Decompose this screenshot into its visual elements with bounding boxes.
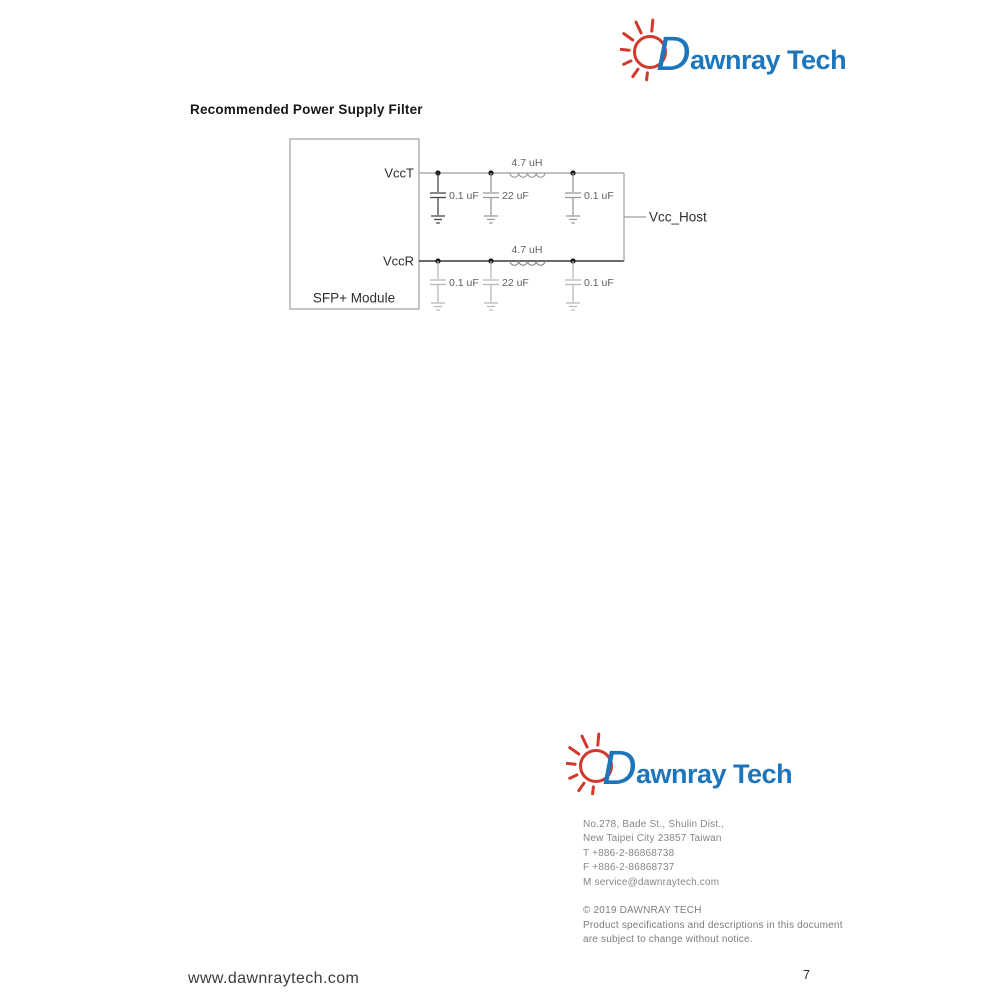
brand-name: awnray Tech bbox=[690, 45, 847, 75]
cap-value: 22 uF bbox=[502, 277, 529, 289]
inductor-value: 4.7 uH bbox=[511, 244, 543, 256]
brand-logo-bottom bbox=[566, 720, 796, 804]
pin-label-vccr: VccR bbox=[382, 253, 414, 269]
brand-logo-top bbox=[620, 6, 850, 90]
sfp-module-box bbox=[290, 139, 419, 309]
copyright-line: © 2019 DAWNRAY TECH bbox=[583, 905, 702, 916]
phone-line: T +886-2-86868738 bbox=[583, 847, 675, 859]
vccr-rail bbox=[419, 244, 624, 265]
vcct-rail bbox=[419, 157, 624, 177]
pin-label-vcct: VccT bbox=[384, 165, 414, 181]
address-line: New Taipei City 23857 Taiwan bbox=[583, 833, 722, 845]
brand-initial: D bbox=[656, 28, 691, 81]
capacitor-c3 bbox=[565, 173, 581, 223]
contact-address-block bbox=[583, 818, 853, 890]
capacitor-c2 bbox=[483, 173, 499, 223]
footer-website-url: www.dawnraytech.com bbox=[188, 970, 360, 987]
address-line: No.278, Bade St., Shulin Dist., bbox=[583, 819, 725, 830]
capacitor-c6 bbox=[565, 261, 581, 310]
fax-line: F +886-2-86868737 bbox=[583, 862, 675, 874]
legal-block bbox=[583, 904, 845, 947]
inductor-symbol bbox=[510, 173, 545, 177]
cap-value: 0.1 uF bbox=[584, 190, 614, 202]
inductor-value: 4.7 uH bbox=[511, 157, 543, 169]
cap-value: 0.1 uF bbox=[449, 277, 479, 289]
brand-name: awnray Tech bbox=[636, 759, 793, 789]
disclaimer-text: Product specifications and descriptions in this document are subject to change without notice. bbox=[583, 920, 843, 945]
cap-value: 22 uF bbox=[502, 190, 529, 202]
page-number: 7 bbox=[803, 968, 810, 982]
page-title: Recommended Power Supply Filter bbox=[190, 102, 423, 117]
capacitor-c5 bbox=[483, 261, 499, 310]
power-supply-filter-diagram bbox=[285, 135, 715, 317]
capacitor-c4 bbox=[430, 261, 446, 310]
host-connection bbox=[624, 173, 707, 261]
output-label: Vcc_Host bbox=[649, 209, 707, 225]
email-line: M service@dawnraytech.com bbox=[583, 876, 720, 888]
cap-value: 0.1 uF bbox=[449, 190, 479, 202]
brand-initial: D bbox=[602, 742, 637, 795]
cap-value: 0.1 uF bbox=[584, 277, 614, 289]
capacitor-c1 bbox=[430, 173, 446, 223]
module-label: SFP+ Module bbox=[312, 290, 396, 306]
